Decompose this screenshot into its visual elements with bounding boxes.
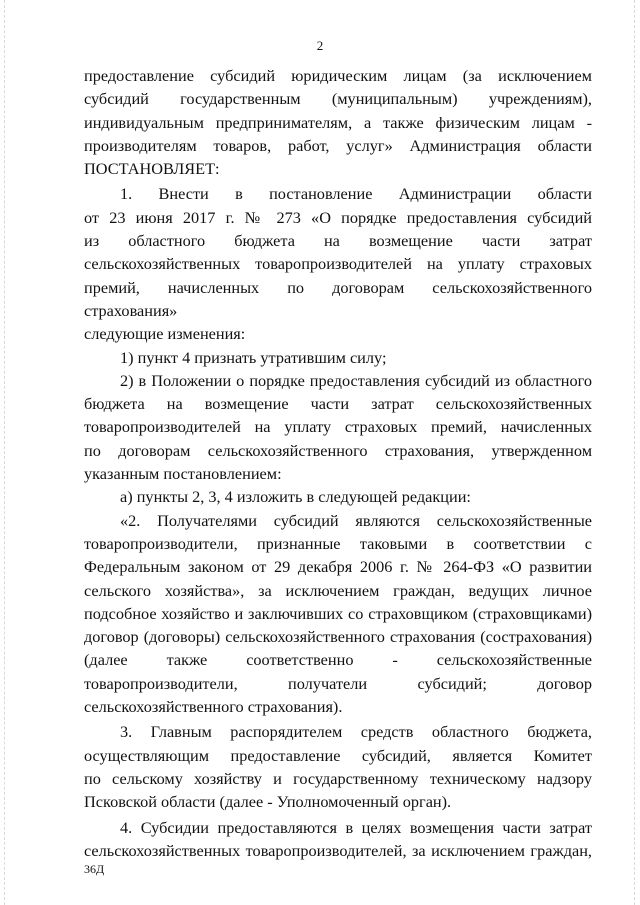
text-line: сельского хозяйства», за исключением граждан, ведущих личное (84, 580, 592, 600)
text-line: сельскохозяйственных товаропроизводителей на уплату страховых (84, 254, 592, 274)
text-line: указанным постановлением: (84, 464, 282, 484)
text-line: по сельскому хозяйству и государственному техническому надзору (84, 768, 592, 788)
page-number: 2 (316, 38, 324, 53)
text-line: 3. Главным распорядителем средств областного бюджета, (120, 722, 592, 742)
text-line: товаропроизводителей на уплату страховых премий, начисленных (84, 417, 592, 437)
text-line: Федеральным законом от 29 декабря 2006 г. № 264-ФЗ «О развитии (84, 557, 592, 577)
text-line: «2. Получателями субсидий являются сельскохозяйственные (120, 510, 592, 530)
text-line: из областного бюджета на возмещение части затрат (84, 231, 592, 251)
text-line: от 23 июня 2017 г. № 273 «О порядке предоставления субсидий (84, 207, 592, 227)
text-line: субсидий государственным (муниципальным) учреждениям), (84, 89, 592, 109)
text-line: осуществляющим предоставление субсидий, является Комитет (84, 745, 592, 765)
text-line: 1. Внести в постановление Администрации области (120, 184, 592, 204)
text-line: Псковской области (далее - Уполномоченный орган). (84, 792, 452, 812)
text-line: по договорам сельскохозяйственного страхования, утвержденном (84, 440, 592, 460)
text-line: (далее также соответственно - сельскохозяйственные (84, 650, 592, 670)
text-line: индивидуальным предпринимателям, а также физическим лицам - (84, 112, 592, 132)
document-body (84, 64, 592, 862)
right-scan-edge (634, 0, 636, 905)
text-line: товаропроизводители, признанные таковыми в соответствии с (84, 533, 592, 553)
text-line: 1) пункт 4 признать утратившим силу; (120, 347, 387, 367)
text-line: 4. Субсидии предоставляются в целях возмещения части затрат (120, 817, 592, 837)
text-line: 2) в Положении о порядке предоставления субсидий из областного (120, 370, 592, 390)
text-line: товаропроизводители, получатели субсидий; договор (84, 673, 592, 693)
text-line: сельскохозяйственного страхования). (84, 697, 343, 717)
text-line: подсобное хозяйство и заключивших со страховщиком (страховщиками) (84, 603, 592, 623)
text-line: производителям товаров, работ, услуг» Администрация области (84, 135, 592, 155)
text-line: бюджета на возмещение части затрат сельскохозяйственных (84, 394, 592, 414)
text-line: договор (договоры) сельскохозяйственного страхования (сострахования) (84, 627, 592, 647)
text-line: ПОСТАНОВЛЯЕТ: (84, 159, 220, 179)
text-line: следующие изменения: (84, 324, 246, 344)
text-line: а) пункты 2, 3, 4 изложить в следующей редакции: (120, 487, 471, 507)
footer-code: 36Д (84, 862, 105, 876)
left-scan-edge (4, 0, 6, 905)
text-line: премий, начисленных по договорам сельскохозяйственного страхования» (84, 277, 592, 320)
text-line: предоставление субсидий юридическим лицам (за исключением (84, 66, 592, 85)
text-line: сельскохозяйственных товаропроизводителей, за исключением граждан, (84, 840, 592, 860)
